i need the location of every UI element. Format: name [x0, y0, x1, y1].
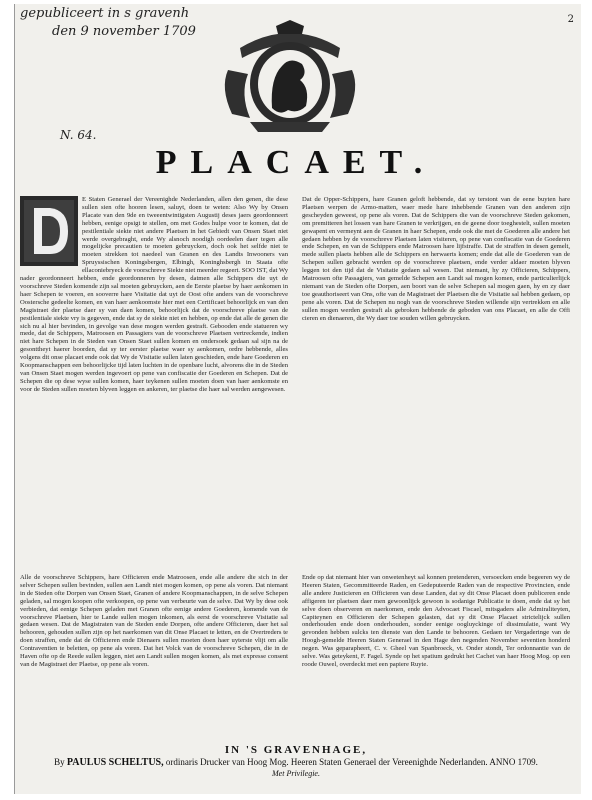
handwritten-note-date: den 9 november 1709: [52, 24, 196, 39]
corner-mark: 2: [567, 14, 574, 25]
body-lower-left-text: Alle de voorschreve Schippers, hare Officieren ende Matroosen, ende alle andere die sich in der selver Schepen sullen bevinden, sullen aen Landt niet mogen komen, op pene als voren. Dat niemant in de Steden ofte Dorpen van Onsen Staet, Granen of andere Koopmanschappen, in de selve Schepen geladen, sal mogen koopen ofte verkoopen, op pene van verbeurte van de selve. Dat Wy by dese ook verbieden, dat eenige Schepen geladen met Granen ofte eenige andere Goederen, komende van de voorschreve Plaetsen, hier te Lande sullen mogen inkomen, als eerst de voorschreve Visitatie sal gedaen wesen. Dat de Magistraten van de Steden ende Dorpen, ofte andere Officieren, daer het sal behooren, gehouden sullen zijn op het naerkomen van dit Onse Placaet te letten, en de Overtreders te doen straffen, ende dat de Officieren ende Dienaers sullen moeten doen haer uyterste vlijt om alle Contraventien te beletten, op pene als voren. Dat het Volck van de voorschreve Schepen, die in de Haven ofte op de Reede sullen leggen, niet aen Landt sullen mogen komen, als met expresse consent van de Magistraet der Plaetse, op pene als voren.: [20, 574, 288, 668]
imprint-printer-line: [0, 757, 592, 768]
decorated-initial-D: [20, 196, 78, 266]
page-title: PLACAET.: [155, 144, 437, 181]
handwritten-note-line1: gepubliceert in s gravenh: [20, 6, 190, 21]
body-lower-column-left: [20, 574, 288, 750]
imprint-city: IN 'S GRAVENHAGE,: [224, 744, 368, 756]
imprint-printer-rest: ordinaris Drucker van Hoog Mog. Heeren Staten Generael der Vereenighde Nederlanden. ANNO 1709.: [165, 757, 538, 767]
body-column-right-text: Dat de Opper-Schippers, hare Granen geloft hebbende, dat sy terstont van de eene buyten hare Plaetsen werpen de Armo-matten, waer mede hare inhebbende Granen van den anderen zijn gescheyden geweest, op pene als voren. Dat de Schippers die van de voorschreve Steden gekomen, om premitteren het lossen van hare Granen te verkrijgen, en de geene door toeghestelt, sullen moeten gewapent en vermeynt aen de Granen in haer Schepen, ende ook die met de Goederen alle andere het gedaen hebben by de voorschreve Plaetsen laten visiteren, op pene van confiscatie van de Goederen ende Schepen, en van de Schippers ende Matroosen hare lijfstraffe. Dat de straffen in desen gemelt, mede sullen plaets hebben alle de Schippers en herwaerts komen; ende dat alle de Goederen van de Schepen sullen gebracht werden op de voorschreve plaetsen, ende verder aldaer moeten blyven leggen tot den tijd dat de Visitatie gedaen sal wesen. Dat niemant, hy zy Officieren, Schippers, Matroosen ofte Passagiers, van gemelde Schepen aen Landt sal mogen komen, ende particulierlijck niemant van de Steden ofte Dorpen, aen boort van de selve Schepen sal mogen gaen, hy en zy daer toe geauthoriseert van Ons, ofte van de Magistraet der Plaetsen die de Visitatie sal hebben gedaen, op pene als voren. Dat de Schepen nu nogh van de voorschreve Steden willende sijn vertrekken en alle sullen mogen werden gestraft als gebroken hebbende de geboden van ons Placaet, en alle de Offi cieren en dienaeren, die Wy daer toe souden willen gebruycken.: [302, 196, 570, 322]
body-text-lower: [20, 574, 570, 750]
body-column-left-text: E Staten Generael der Vereenighde Nederlanden, allen den genen, die dese sullen sien ofte hooren lesen, saluyt, doen te weten: Also Wy by Onsen Placate van den 9de en tweeentwintigsten Augustij deses jaers geordonneert hebben, eenige opsigt te stellen, om met Godes hulpe voor te komen, dat de pestilentiale siekte niet andere Plaetsen in het Gebiedt van Onsen Staet niet werde overgebraght, ende Wy alsnoch noodigh oordeelen daer tegen alle mogelijcke precautien te moeten gebruycken, doch ook het selfde niet te moeten strekken tot naedeel van Granen en des Landts Inwooners van Spruyssischen Koningsbergen, Elbingh, Koninghsbergh in Staata ofte ellaconiebryeck de voorschreve Siekte niet meerder regeert. SOO IST, dat Wy nader geordonneert hebben, ende geordonneren by desen, datmen alle Schippers die uyt de voorschreve Steden komende zijn sal moeten gebruycken, aen de Eerste plaetse by haer aenkomen in haer Schepen te voeren, en sooverre hare Visitatie dat uyt de Oost ofte anders van de voorschreve Oostersche gedeelte komen, en van haer aenkoomste hier met een Certificaet behoorlijck en van den Magistraet der plaetse daer sy van daen komen, behoorlijck dat de voorschreve plaetse van de pestilentiale siekte vry is gegeven, ende dat sy de siekte niet en hebben, op ende dat alle de genen die sich nu al hier bevinden, in gevolge van dese mogen werden gestraft. Gebooden ende statueren wy mede, dat de Schippers, Matroosen en Passagiers van de voorschreve Plaetsen vertreckende, indien niet hare Schepen in de Steden van Onsen Staet sullen komen en ondersoek gedaan sal sijn na de gesonttheyt haerer boorden, dat sy ter eerster plaetse waer sy aenkomen, ordre hebbende, alles volgens dit onse placaet ende ook dat Wy de Visitatie sullen laten geschieden, ende hare Goederen en Koopmanschappen een behoorlijcke tijd laten luchten in de openbare lucht, alvorens die in de Steden van Onsen Staet mogen werden ingevoert op pene van confiscatie der Goederen en Schepen. Dat de Schepen die op dese wyse sullen komen, haer teykenen sullen moeten doen van haer aenkomste en voor de Steden sullen moeten blyven leggen en ankeren, ter plaetse die haer sal werden aengewesen.: [20, 196, 288, 393]
imprint-prefix: By: [54, 757, 65, 767]
imprint-privilege: Met Privilegie.: [272, 769, 320, 778]
body-column-left: [20, 196, 288, 574]
body-text-upper: [20, 196, 570, 574]
imprint-printer-name: PAULUS SCHELTUS,: [66, 757, 164, 768]
body-column-right: [302, 196, 570, 574]
body-lower-right-text: Ende op dat niemant hier van onwetenheyt sal konnen pretenderen, versoecken ende begeeren wy de Heeren Staten, Gecommitteerde Raden, en Gedeputeerde Raden van de respective Provincien, ende alle andere Justicieren en Officieren van dese Landen, dat sy dit Onse Placaet doen publiceren ende affigeren ter plaetsen daer men gewoonlijck gewoon is sodanige Publicatie te doen, ende dat sy het selve doen observeren en naerkomen, ende den Advocaet Fiscael, mitsgaders alle Admiraliteyten, Capiteynen en Officieren der Schepen gelasten, dat sy dit Onse Placaet strictelijck sullen onderhouden ende doen onderhouden, sonder eenige oogluyckinge of dissimulatie, want Wy gevonden hebben sulcks ten dienste van den Lande te behooren. Gedaen ter Vergaderinge van de Hoogh-gemelde Heeren Staten Generael in den Hage den negenden November seventien honderd negen. Was geparapheert, C. v. Gheel van Spanbroeck, vt. Onder stondt, Ter ordonnantie van de selve. Was geteykent, F. Fagel. Synde op het spatium gedrukt het Cachet van haer Hoog Mog. op een roode Ouwel, overdeckt met een papiere Ruyte.: [302, 574, 570, 668]
body-lower-column-right: [302, 574, 570, 750]
printer-imprint: [0, 744, 592, 778]
handwritten-number: N. 64.: [60, 128, 97, 142]
coat-of-arms-crest: [210, 18, 370, 136]
